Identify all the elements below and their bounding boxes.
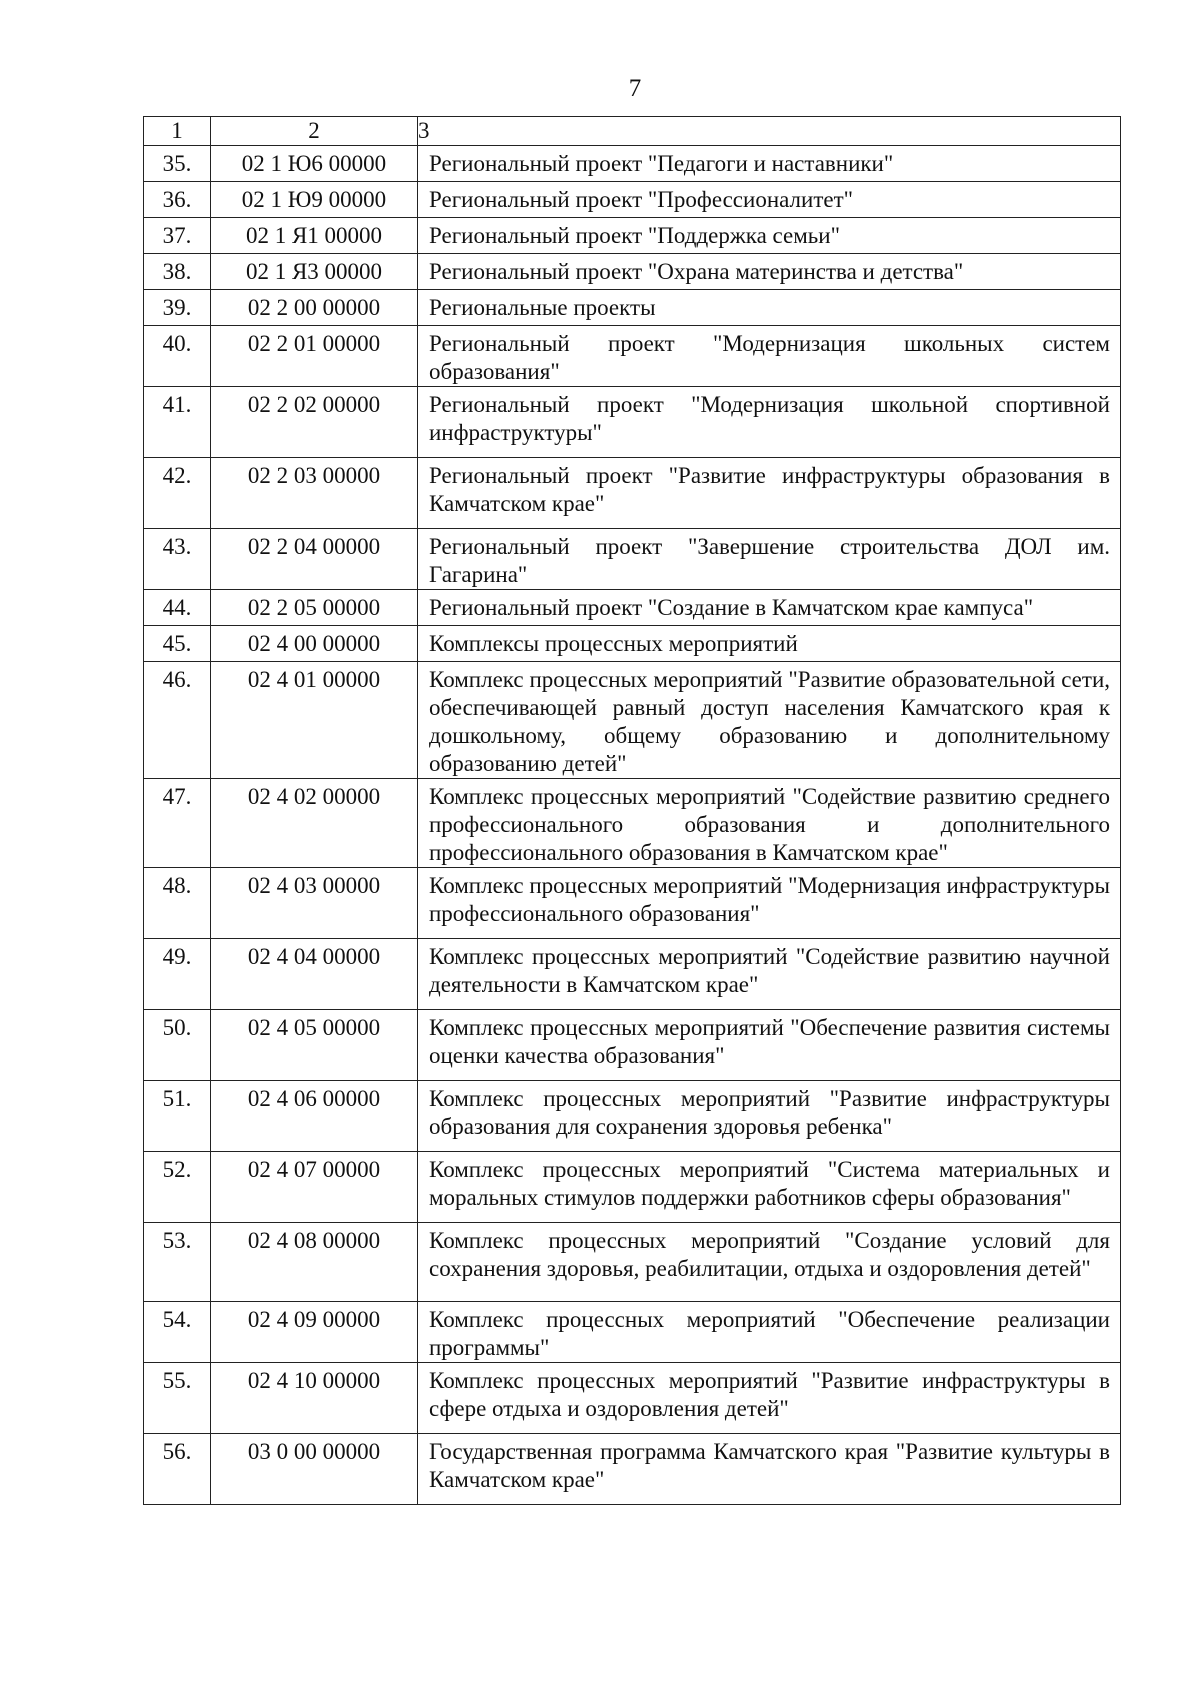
table-row [144, 1434, 1121, 1505]
table-row [144, 182, 1121, 218]
row-description: Комплекс процессных мероприятий "Развитие инфраструктуры образования для сохранения здоровья ребенка" [418, 1081, 1121, 1152]
row-number: 45. [144, 626, 211, 662]
table-row [144, 218, 1121, 254]
table-row [144, 868, 1121, 939]
table-row [144, 1363, 1121, 1434]
row-description: Региональный проект "Развитие инфраструктуры образования в Камчатском крае" [418, 458, 1121, 529]
budget-code: 03 0 00 00000 [211, 1434, 418, 1505]
row-description: Комплекс процессных мероприятий "Создание условий для сохранения здоровья, реабилитации, отдыха и оздоровления детей" [418, 1223, 1121, 1302]
row-description: Региональный проект "Поддержка семьи" [418, 218, 1121, 254]
table-row [144, 662, 1121, 779]
row-description: Комплекс процессных мероприятий "Развитие образовательной сети, обеспечивающей равный доступ населения Камчатского края к дошкольному, общему образованию и дополнительному образованию детей" [418, 662, 1121, 779]
table-row [144, 1152, 1121, 1223]
row-number: 43. [144, 529, 211, 590]
row-description: Региональный проект "Педагоги и наставники" [418, 146, 1121, 182]
column-header-1: 1 [144, 117, 211, 146]
row-description: Региональный проект "Завершение строительства ДОЛ им. Гагарина" [418, 529, 1121, 590]
budget-code: 02 4 04 00000 [211, 939, 418, 1010]
row-number: 39. [144, 290, 211, 326]
budget-code: 02 4 08 00000 [211, 1223, 418, 1302]
row-description: Комплекс процессных мероприятий "Система материальных и моральных стимулов поддержки работников сферы образования" [418, 1152, 1121, 1223]
row-number: 40. [144, 326, 211, 387]
table-header-row [144, 117, 1121, 146]
row-description: Комплексы процессных мероприятий [418, 626, 1121, 662]
row-number: 35. [144, 146, 211, 182]
table-row [144, 254, 1121, 290]
budget-code: 02 2 04 00000 [211, 529, 418, 590]
table-body [144, 117, 1121, 1505]
row-description: Региональный проект "Модернизация школьных систем образования" [418, 326, 1121, 387]
row-number: 50. [144, 1010, 211, 1081]
row-number: 42. [144, 458, 211, 529]
table-row [144, 326, 1121, 387]
budget-code: 02 2 05 00000 [211, 590, 418, 626]
budget-code: 02 2 01 00000 [211, 326, 418, 387]
row-description: Региональные проекты [418, 290, 1121, 326]
row-number: 54. [144, 1302, 211, 1363]
row-description: Региональный проект "Охрана материнства и детства" [418, 254, 1121, 290]
row-number: 46. [144, 662, 211, 779]
row-description: Региональный проект "Профессионалитет" [418, 182, 1121, 218]
row-description: Региональный проект "Модернизация школьной спортивной инфраструктуры" [418, 387, 1121, 458]
table-row [144, 779, 1121, 868]
code-table [143, 116, 1121, 1505]
table-row [144, 458, 1121, 529]
budget-code: 02 1 Ю9 00000 [211, 182, 418, 218]
table-row [144, 939, 1121, 1010]
page-number: 7 [628, 75, 642, 102]
row-number: 44. [144, 590, 211, 626]
budget-code: 02 4 10 00000 [211, 1363, 418, 1434]
budget-code: 02 4 03 00000 [211, 868, 418, 939]
table-row [144, 387, 1121, 458]
table-row [144, 290, 1121, 326]
table-row [144, 1081, 1121, 1152]
row-description: Комплекс процессных мероприятий "Содействие развитию среднего профессионального образования и дополнительного профессионального образования в Камчатском крае" [418, 779, 1121, 868]
row-number: 52. [144, 1152, 211, 1223]
row-description: Региональный проект "Создание в Камчатском крае кампуса" [418, 590, 1121, 626]
row-number: 36. [144, 182, 211, 218]
budget-code: 02 1 Ю6 00000 [211, 146, 418, 182]
budget-code: 02 2 02 00000 [211, 387, 418, 458]
budget-code: 02 4 05 00000 [211, 1010, 418, 1081]
row-number: 48. [144, 868, 211, 939]
budget-code: 02 4 07 00000 [211, 1152, 418, 1223]
row-number: 51. [144, 1081, 211, 1152]
budget-code: 02 4 09 00000 [211, 1302, 418, 1363]
row-number: 53. [144, 1223, 211, 1302]
row-description: Государственная программа Камчатского края "Развитие культуры в Камчатском крае" [418, 1434, 1121, 1505]
column-header-2: 2 [211, 117, 418, 146]
table-row [144, 529, 1121, 590]
row-description: Комплекс процессных мероприятий "Обеспечение развития системы оценки качества образования" [418, 1010, 1121, 1081]
row-description: Комплекс процессных мероприятий "Обеспечение реализации программы" [418, 1302, 1121, 1363]
row-number: 47. [144, 779, 211, 868]
row-number: 56. [144, 1434, 211, 1505]
budget-code: 02 1 Я1 00000 [211, 218, 418, 254]
row-number: 49. [144, 939, 211, 1010]
budget-code: 02 1 Я3 00000 [211, 254, 418, 290]
row-number: 37. [144, 218, 211, 254]
budget-code: 02 4 02 00000 [211, 779, 418, 868]
row-description: Комплекс процессных мероприятий "Развитие инфраструктуры в сфере отдыха и оздоровления детей" [418, 1363, 1121, 1434]
row-number: 55. [144, 1363, 211, 1434]
budget-code: 02 4 00 00000 [211, 626, 418, 662]
table-row [144, 1302, 1121, 1363]
table-row [144, 626, 1121, 662]
budget-code: 02 4 06 00000 [211, 1081, 418, 1152]
table-row [144, 1010, 1121, 1081]
table-row [144, 590, 1121, 626]
budget-code: 02 2 00 00000 [211, 290, 418, 326]
table-row [144, 1223, 1121, 1302]
table-row [144, 146, 1121, 182]
budget-code: 02 2 03 00000 [211, 458, 418, 529]
budget-code: 02 4 01 00000 [211, 662, 418, 779]
row-number: 41. [144, 387, 211, 458]
row-number: 38. [144, 254, 211, 290]
column-header-3: 3 [418, 117, 1121, 146]
row-description: Комплекс процессных мероприятий "Модернизация инфраструктуры профессионального образования" [418, 868, 1121, 939]
row-description: Комплекс процессных мероприятий "Содействие развитию научной деятельности в Камчатском крае" [418, 939, 1121, 1010]
